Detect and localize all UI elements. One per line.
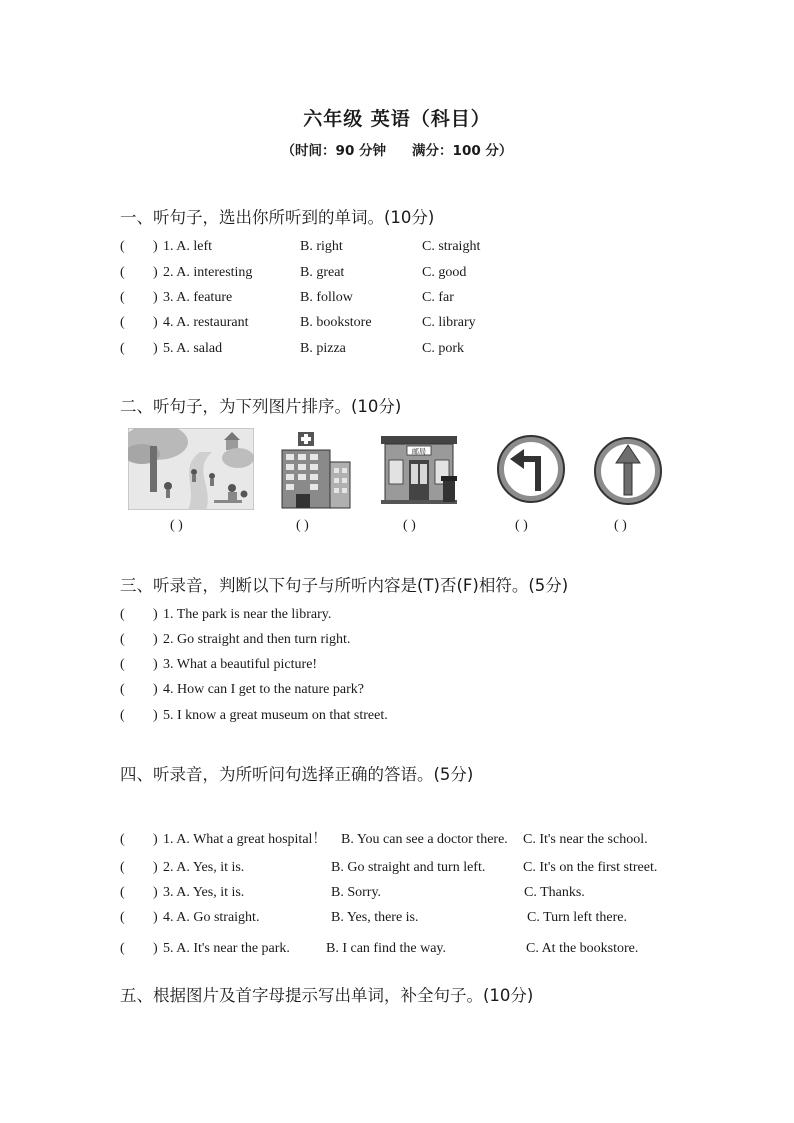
option-c: C. Turn left there. (527, 910, 627, 925)
option-a: 2. A. Yes, it is. (163, 860, 245, 875)
option-b: B. Sorry. (331, 885, 382, 900)
exam-time: （时间：90 分钟 (281, 143, 387, 159)
option-b: B. right (300, 239, 343, 254)
answer-paren-close: ) (153, 682, 158, 697)
exam-info (0, 139, 794, 159)
option-a: 5. A. salad (163, 341, 223, 356)
answer-paren-open: ( (120, 239, 125, 254)
hospital-building-icon (280, 432, 352, 515)
option-a: 1. A. What a great hospital！ (163, 832, 327, 847)
section-5-heading: 五、根据图片及首字母提示写出单词，补全句子。(10分) (120, 986, 534, 1005)
answer-paren-open: ( (120, 657, 125, 672)
answer-paren-close: ) (153, 657, 158, 672)
post-office-sign: 邮局 (412, 447, 426, 456)
option-b: B. Yes, there is. (331, 910, 419, 925)
picture-3-blank: ( ) (403, 518, 416, 533)
answer-paren-close: ) (153, 632, 158, 647)
option-c: C. It's near the school. (523, 832, 648, 847)
section-4-heading: 四、听录音，为所听问句选择正确的答语。(5分) (120, 765, 474, 784)
answer-paren-close: ) (153, 607, 158, 622)
option-a: 3. A. Yes, it is. (163, 885, 245, 900)
answer-paren-open: ( (120, 682, 125, 697)
option-b: B. You can see a doctor there. (341, 832, 508, 847)
answer-paren-close: ) (153, 239, 158, 254)
option-b: B. bookstore (300, 315, 372, 330)
section-2-heading: 二、听句子，为下列图片排序。(10分) (120, 397, 402, 416)
answer-paren-close: ) (153, 265, 158, 280)
answer-paren-open: ( (120, 607, 125, 622)
answer-paren-open: ( (120, 290, 125, 305)
option-c: C. good (422, 265, 467, 280)
option-b: B. pizza (300, 341, 346, 356)
answer-paren-close: ) (153, 910, 158, 925)
option-a: 2. A. interesting (163, 265, 253, 280)
picture-row (0, 426, 794, 546)
section-3-heading: 三、听录音，判断以下句子与所听内容是(T)否(F)相符。(5分) (120, 576, 569, 595)
option-a: 1. A. left (163, 239, 212, 254)
option-c: C. pork (422, 341, 464, 356)
answer-paren-open: ( (120, 860, 125, 875)
go-straight-sign-icon (590, 433, 666, 514)
option-b: B. Go straight and turn left. (331, 860, 486, 875)
answer-paren-close: ) (153, 832, 158, 847)
section-1-heading: 一、听句子，选出你所听到的单词。(10分) (120, 208, 435, 227)
page-title: 六年级 英语（科目） (303, 108, 491, 130)
picture-1-blank: ( ) (170, 518, 183, 533)
answer-paren-open: ( (120, 941, 125, 956)
answer-paren-close: ) (153, 860, 158, 875)
answer-paren-open: ( (120, 265, 125, 280)
option-b: B. follow (300, 290, 353, 305)
statement-text: 1. The park is near the library. (163, 607, 332, 622)
answer-paren-open: ( (120, 832, 125, 847)
exam-score: 满分：100 分） (412, 143, 513, 159)
answer-paren-open: ( (120, 341, 125, 356)
option-c: C. far (422, 290, 454, 305)
picture-2-blank: ( ) (296, 518, 309, 533)
option-a: 4. A. restaurant (163, 315, 249, 330)
option-a: 3. A. feature (163, 290, 233, 305)
answer-paren-close: ) (153, 885, 158, 900)
answer-paren-close: ) (153, 315, 158, 330)
answer-paren-open: ( (120, 632, 125, 647)
statement-text: 4. How can I get to the nature park? (163, 682, 364, 697)
answer-paren-open: ( (120, 315, 125, 330)
option-a: 5. A. It's near the park. (163, 941, 290, 956)
option-c: C. library (422, 315, 476, 330)
picture-4-blank: ( ) (515, 518, 528, 533)
answer-paren-open: ( (120, 885, 125, 900)
option-a: 4. A. Go straight. (163, 910, 260, 925)
option-c: C. It's on the first street. (523, 860, 658, 875)
option-c: C. At the bookstore. (526, 941, 639, 956)
option-c: C. Thanks. (524, 885, 585, 900)
statement-text: 3. What a beautiful picture! (163, 657, 318, 672)
option-b: B. great (300, 265, 345, 280)
answer-paren-open: ( (120, 708, 125, 723)
statement-text: 5. I know a great museum on that street. (163, 708, 388, 723)
answer-paren-close: ) (153, 341, 158, 356)
turn-left-sign-icon (494, 431, 568, 512)
statement-text: 2. Go straight and then turn right. (163, 632, 351, 647)
answer-paren-close: ) (153, 290, 158, 305)
answer-paren-close: ) (153, 708, 158, 723)
post-office-icon (379, 434, 463, 511)
option-b: B. I can find the way. (326, 941, 446, 956)
answer-paren-open: ( (120, 910, 125, 925)
option-c: C. straight (422, 239, 481, 254)
answer-paren-close: ) (153, 941, 158, 956)
picture-5-blank: ( ) (614, 518, 627, 533)
park-scene-icon (128, 428, 254, 515)
